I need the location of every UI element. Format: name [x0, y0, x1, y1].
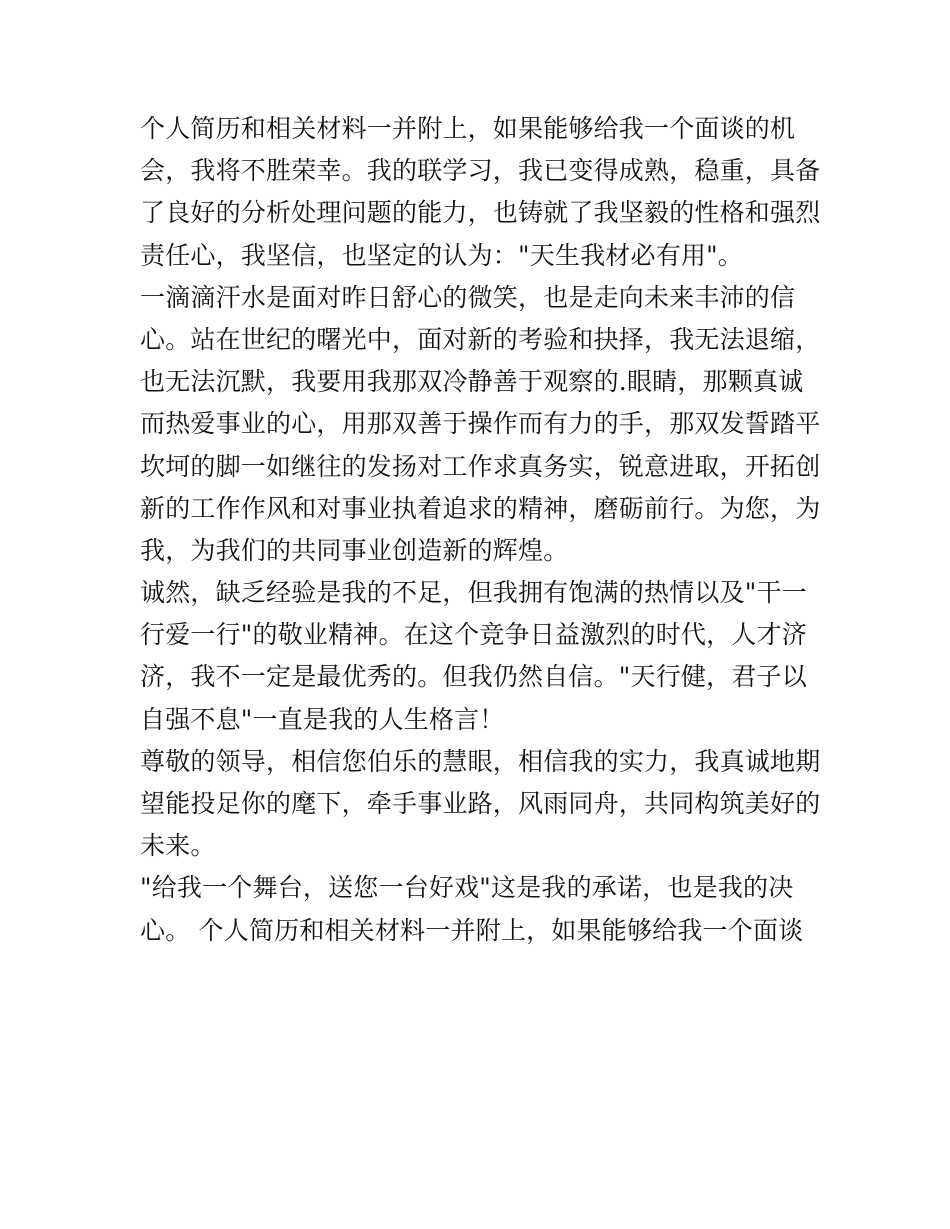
- text-line: 济，我不一定是最优秀的。但我仍然自信。"天行健，君子以: [140, 662, 807, 692]
- text-line: 会，我将不胜荣幸。我的联学习，我已变得成熟，稳重，具备: [140, 156, 821, 186]
- text-line: 也无法沉默，我要用我那双冷静善于观察的.眼睛，那颗真诚: [140, 367, 804, 397]
- text-line: 尊敬的领导，相信您伯乐的慧眼，相信我的实力，我真诚地期: [140, 746, 821, 776]
- text-line: 新的工作作风和对事业执着追求的精神，磨砺前行。为您，为: [140, 493, 821, 523]
- text-line: 我，为我们的共同事业创造新的辉煌。: [140, 535, 569, 565]
- text-line: 诚然，缺乏经验是我的不足，但我拥有饱满的热情以及"干一: [140, 578, 807, 608]
- text-line: 未来。: [140, 831, 216, 861]
- text-line: 行爱一行"的敬业精神。在这个竞争日益激烈的时代，人才济: [140, 620, 807, 650]
- text-line: 自强不息"一直是我的人生格言！: [140, 704, 505, 734]
- document-body: [140, 108, 821, 952]
- text-line: 一滴滴汗水是面对昨日舒心的微笑，也是走向未来丰沛的信: [140, 282, 796, 312]
- text-line: 心。 个人简历和相关材料一并附上，如果能够给我一个面谈: [140, 915, 804, 945]
- text-line: "给我一个舞台，送您一台好戏"这是我的承诺，也是我的决: [140, 873, 794, 903]
- text-line: 坎坷的脚一如继往的发扬对工作求真务实，锐意进取，开拓创: [140, 451, 821, 481]
- text-line: 心。站在世纪的曙光中，面对新的考验和抉择，我无法退缩，: [140, 324, 821, 354]
- text-line: 望能投足你的麾下，牵手事业路，风雨同舟，共同构筑美好的: [140, 789, 821, 818]
- text-line: 而热爱事业的心，用那双善于操作而有力的手，那双发誓踏平: [140, 409, 821, 439]
- text-line: 责任心，我坚信，也坚定的认为："天生我材必有用"。: [140, 240, 744, 270]
- text-line: 了良好的分析处理问题的能力，也铸就了我坚毅的性格和强烈: [140, 198, 821, 228]
- text-line: 个人简历和相关材料一并附上，如果能够给我一个面谈的机: [140, 114, 796, 143]
